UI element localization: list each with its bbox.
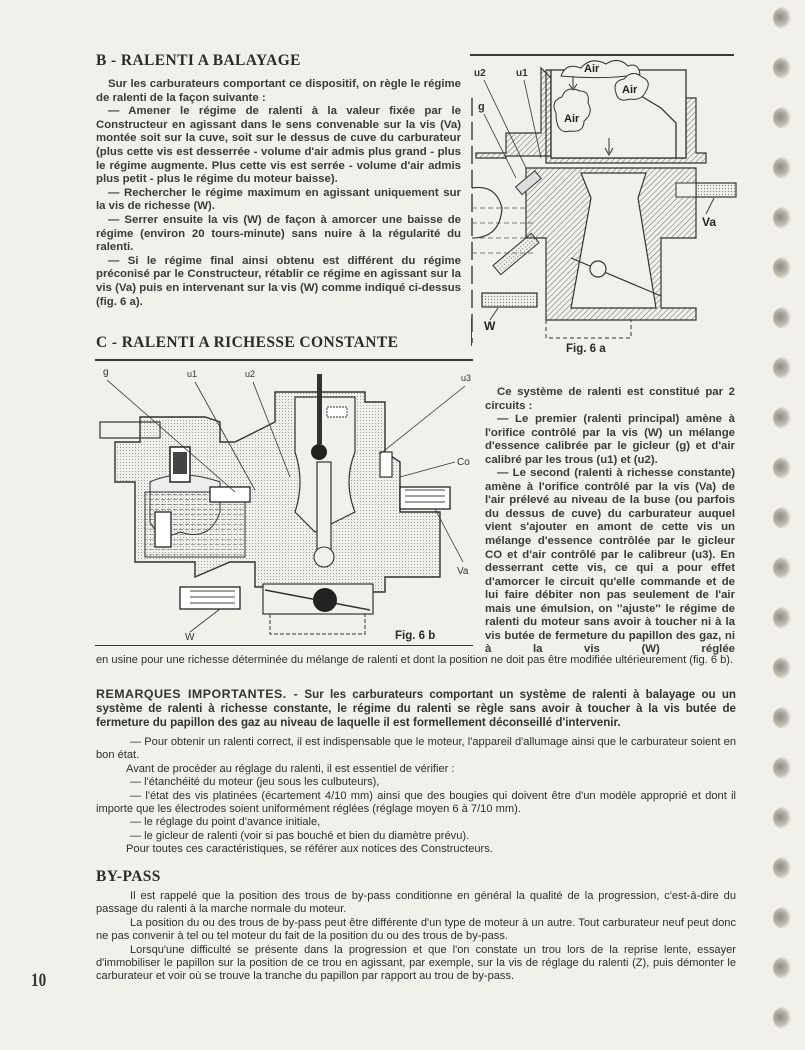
- paragraph: — Serrer ensuite la vis (W) de façon à amorcer une baisse de régime (environ 20 tours-minute) sans nuire à la régularité du ralenti.: [96, 213, 461, 254]
- paragraph: Sur les carburateurs comportant ce dispositif, on règle le régime de ralenti de la façon suivante :: [96, 78, 461, 104]
- paragraph: — Le premier (ralenti principal) amène à l'orifice contrôlé par la vis (W) un mélange d'essence calibrée par le gicleur (g) et d'air calibré par les trous (u1) et (u2).: [485, 413, 735, 466]
- w-label: W: [484, 319, 496, 333]
- remarks-lead: REMARQUES IMPORTANTES. -: [96, 687, 299, 701]
- figure-6b-caption: Fig. 6 b: [395, 630, 436, 642]
- u2-label: u2: [245, 369, 256, 379]
- va-label: Va: [702, 215, 717, 229]
- paragraph: Avant de procéder au réglage du ralenti, il est essentiel de vérifier :: [126, 762, 455, 775]
- binding-hole: [773, 657, 793, 679]
- list-item: — le gicleur de ralenti (voir si pas bouché et bien du diamètre prévu).: [130, 829, 470, 842]
- figure-6a-top-rule: [470, 54, 734, 56]
- binding-hole: [773, 757, 793, 779]
- figure-6b-bottom-rule: [95, 645, 473, 646]
- figure-6a-diagram: [466, 58, 741, 343]
- w-label: W: [185, 632, 195, 643]
- page-number: 10: [31, 970, 47, 991]
- u3-label: u3: [461, 373, 472, 383]
- figure-6b-top-rule: [95, 359, 473, 361]
- remarks-text: Sur les carburateurs comportant un système de ralenti à balayage ou un système de ralenti à richesse constante, le régime du ralenti se règle sans avoir à toucher à la vis butée de fermeture du papillon des gaz au niveau de laquelle il est formellement déconseillé d'intervenir.: [96, 688, 736, 729]
- section-c-body: [485, 386, 735, 657]
- bypass-title: BY-PASS: [96, 868, 161, 885]
- paragraph: — Rechercher le régime maximum en agissant uniquement sur la vis de richesse (W).: [96, 186, 461, 213]
- list-item: — l'étanchéité du moteur (jeu sous les culbuteurs),: [130, 776, 380, 789]
- figure-6b-diagram: [95, 362, 495, 647]
- binding-hole: [773, 907, 793, 929]
- g-label: g: [103, 367, 109, 378]
- binding-hole: [773, 357, 793, 379]
- paragraph: Pour toutes ces caractéristiques, se référer aux notices des Constructeurs.: [126, 843, 493, 856]
- u1-label: u1: [187, 369, 198, 379]
- air-label-3: Air: [564, 113, 580, 125]
- binding-hole: [773, 157, 793, 179]
- binding-hole: [773, 557, 793, 579]
- paragraph: Lorsqu'une difficulté se présente dans la progression et que l'on constate un trou lors de la reprise lente, essayer d'immobiliser le papillon sur la position de ce trou en agissant, par exemple, sur la vis de réglage du ralenti (Z), puis démonter le carburateur et voir où se trouve la tranche du papillon par rapport au trou de by-pass.: [96, 943, 736, 983]
- g-label: g: [478, 101, 485, 113]
- binding-hole: [773, 7, 793, 29]
- binding-hole: [773, 507, 793, 529]
- remarks-block: [96, 687, 736, 730]
- figure-6a-side-rule: [471, 318, 472, 346]
- binding-hole: [773, 57, 793, 79]
- binding-hole: [773, 1007, 793, 1029]
- paragraph: en usine pour une richesse déterminée du mélange de ralenti et dont la position ne doit pas être modifiée ultérieurement (fig. 6 b).: [96, 654, 734, 666]
- binding-hole: [773, 207, 793, 229]
- binding-hole: [773, 707, 793, 729]
- figure-6a-caption: Fig. 6 a: [566, 343, 606, 355]
- paragraph: — Pour obtenir un ralenti correct, il est indispensable que le moteur, l'appareil d'allumage ainsi que le carburateur soient en bon état.: [96, 736, 736, 762]
- binding-hole: [773, 857, 793, 879]
- binding-hole: [773, 407, 793, 429]
- binding-hole: [773, 307, 793, 329]
- paragraph: Ce système de ralenti est constitué par 2 circuits :: [485, 386, 735, 412]
- binding-hole: [773, 607, 793, 629]
- va-label: Va: [457, 566, 469, 577]
- section-c-continuation: [96, 654, 736, 667]
- list-item: — le réglage du point d'avance initiale,: [130, 816, 321, 829]
- binding-hole: [773, 807, 793, 829]
- binding-hole: [773, 257, 793, 279]
- section-b-body: [96, 78, 461, 309]
- paragraph: — Le second (ralenti à richesse constante) amène à l'orifice contrôlé par la vis (Va) de l'air prélevé au niveau de la buse (ou parfois du dessus de cuve) du carburateur auquel vient s'ajouter en amont de cette vis un mélange d'essence contrôlée par le gicleur CO et d'air contrôlé par le calibreur (u3). En desserrant cette vis, ce qui a pour effet d'amorcer le circuit qu'elle commande et de lui faire débiter non pas seulement de l'air mais une émulsion, on ''ajuste'' le régime de ralenti du moteur sans avoir à toucher ni à la vis butée de fermeture du papillon des gaz, ni à la vis (W) réglée: [485, 467, 735, 656]
- paragraph: — Si le régime final ainsi obtenu est différent du régime préconisé par le Constructeur, rétablir ce régime en agissant sur la vis (Va) puis en intervenant sur la vis (W) comme indiqué ci-dessus (fig. 6 a).: [96, 254, 461, 308]
- u1-label: u1: [516, 68, 528, 79]
- paragraph: Il est rappelé que la position des trous de by-pass conditionne en général la qualité de la progression, c'est-à-dire du passage du ralenti à la marche normale du moteur.: [96, 890, 736, 916]
- air-label-2: Air: [622, 84, 638, 96]
- section-b-title: B - RALENTI A BALAYAGE: [96, 52, 301, 69]
- binding-hole: [773, 107, 793, 129]
- bypass-body: [96, 890, 736, 984]
- checks-block: [96, 736, 736, 857]
- u2-label: u2: [474, 68, 486, 79]
- paragraph: — Amener le régime de ralenti à la valeur fixée par le Constructeur en agissant dans le sens convenable sur la vis (Va) montée soit sur la cuve, soit sur le dessus de cuve du carburateur (plus cette vis est desserrée - volume d'air admis plus grand - plus le régime augmente. Plus cette vis est serrée - volume d'air admis plus petit - plus le régime du moteur baisse).: [96, 105, 461, 186]
- paragraph: La position du ou des trous de by-pass peut être différente d'un type de moteur à un autre. Tout carburateur neuf peut donc ne pas convenir à tel ou tel moteur du fait de la position du ou des trous de by-pass.: [96, 916, 736, 943]
- list-item: — l'état des vis platinées (écartement 4/10 mm) ainsi que des bougies qui doivent être d'un modèle approprié et dont il importe que les électrodes soient uniformément réglées (réglage moyen 6 à 7/10 mm).: [96, 789, 736, 816]
- section-c-title: C - RALENTI A RICHESSE CONSTANTE: [96, 334, 399, 351]
- binding-hole: [773, 457, 793, 479]
- air-label-1: Air: [584, 63, 600, 75]
- binding-hole: [773, 957, 793, 979]
- co-label: Co: [457, 457, 470, 468]
